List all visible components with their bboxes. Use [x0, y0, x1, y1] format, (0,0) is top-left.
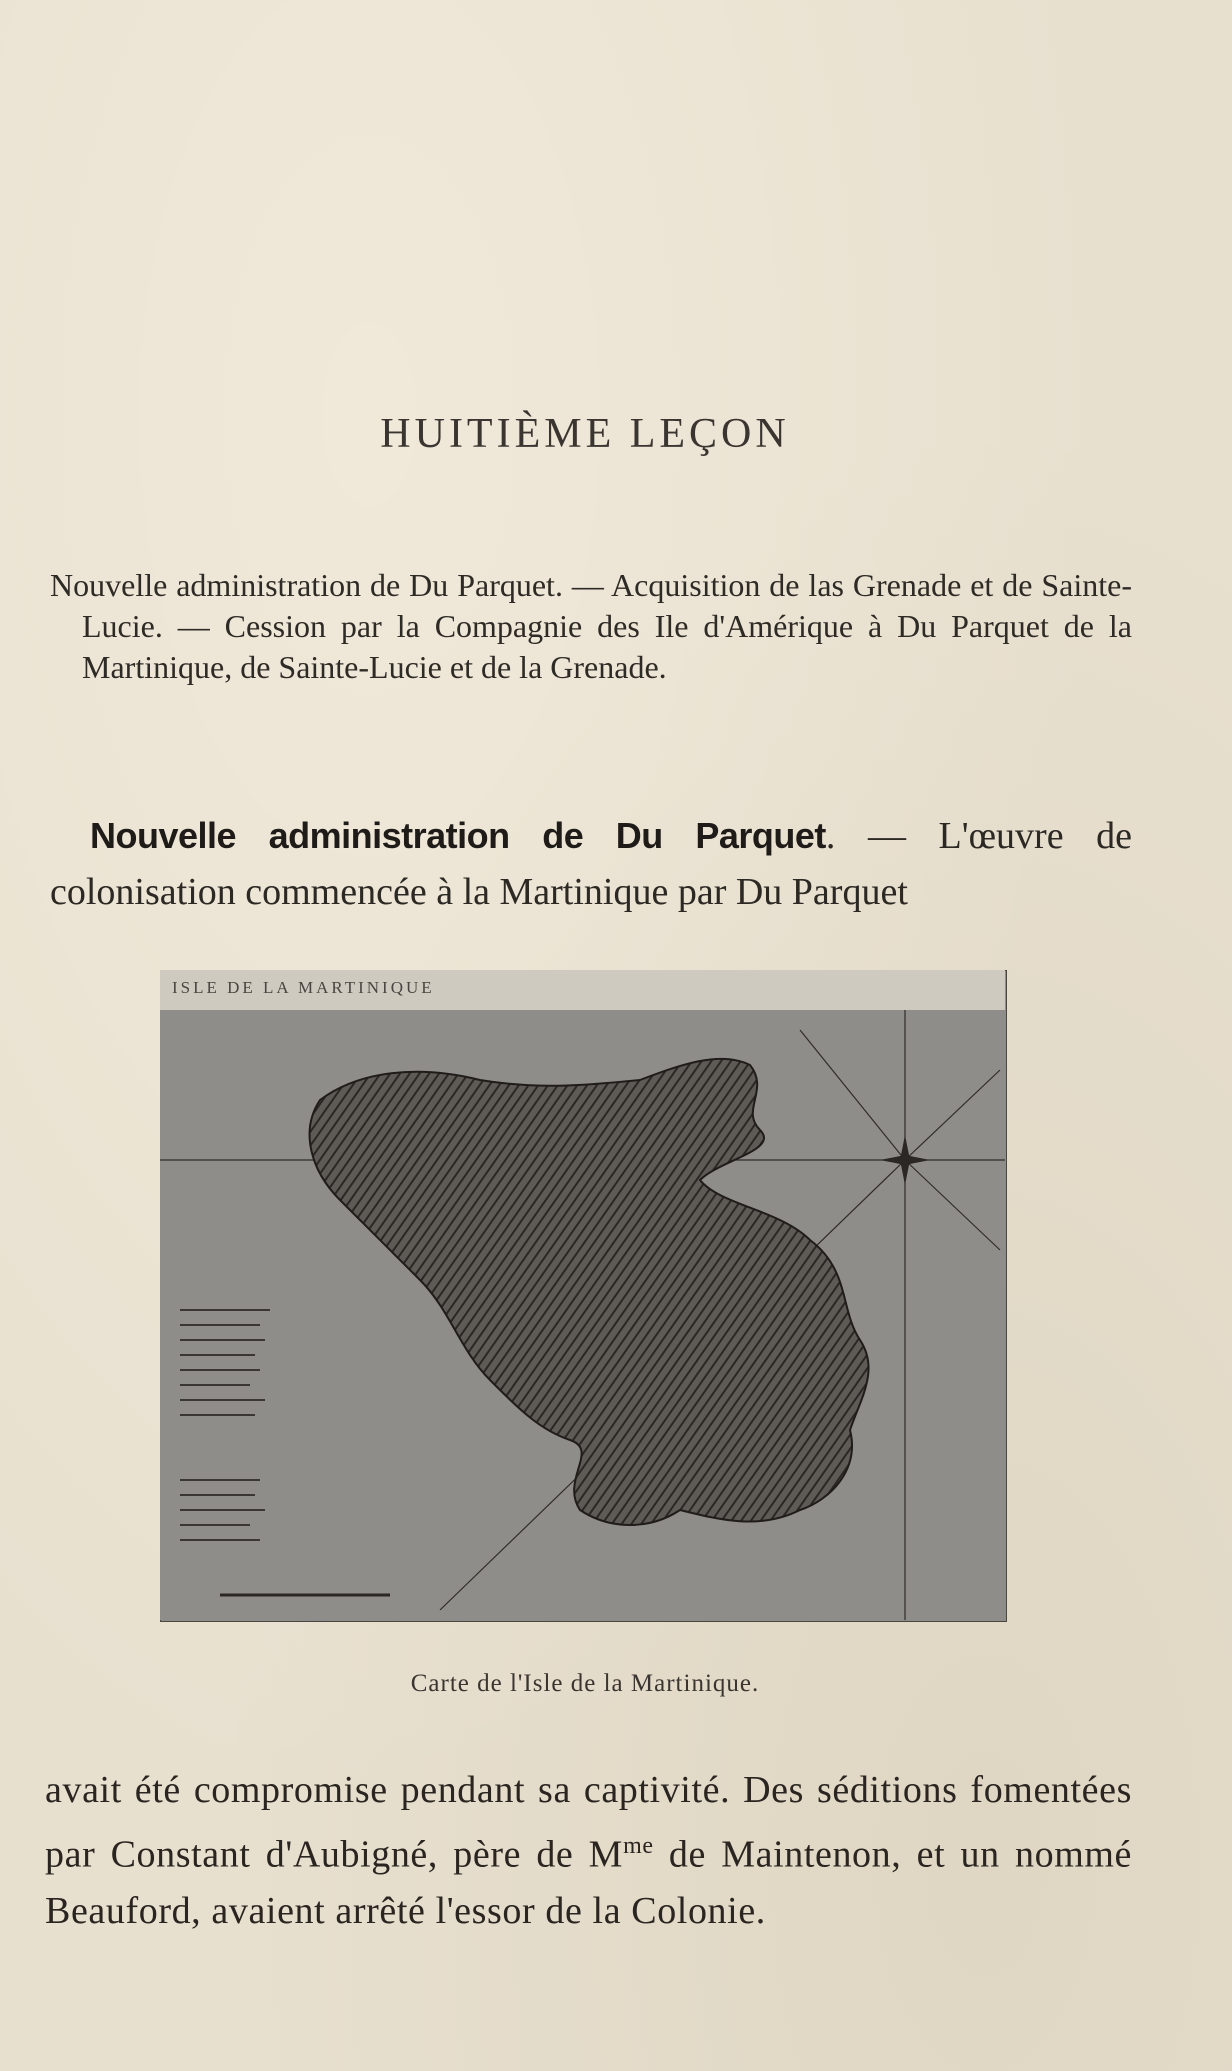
- section-lead: [50, 808, 1132, 920]
- map-image: [160, 1010, 1005, 1620]
- body-superscript: me: [623, 1833, 654, 1859]
- figure-caption: Carte de l'Isle de la Martinique.: [410, 1670, 760, 1697]
- section-lead-text: . — L'œuvre de colonisation commencée à la Martinique par Du Parquet: [50, 815, 1133, 913]
- map-figure: [150, 970, 1005, 1620]
- map-title: ISLE DE LA MARTINIQUE: [172, 978, 435, 997]
- chapter-title: HUITIÈME LEÇON: [380, 411, 790, 457]
- body-paragraph: [45, 1762, 1132, 1939]
- summary-text: Nouvelle administration de Du Parquet. — Acquisition de las Grenade et de Sainte-Lucie. — Cession par la Compagnie des Ile d'Amérique à Du Parquet de la Martinique, de Sainte-Lucie et de la Grenade.: [50, 567, 1132, 685]
- section-heading: Nouvelle administration de Du Parquet: [90, 815, 826, 856]
- body-text-part1: avait été compromise pendant sa captivité. Des séditions fomentées par Constant d'Aubigné, père de M: [45, 1769, 1132, 1876]
- map-header: [160, 970, 1005, 1012]
- chapter-summary: [50, 565, 1132, 688]
- body-text-part2: de Maintenon, et un nommé Beauford, avaient arrêté l'essor de la Colonie.: [45, 1833, 1132, 1932]
